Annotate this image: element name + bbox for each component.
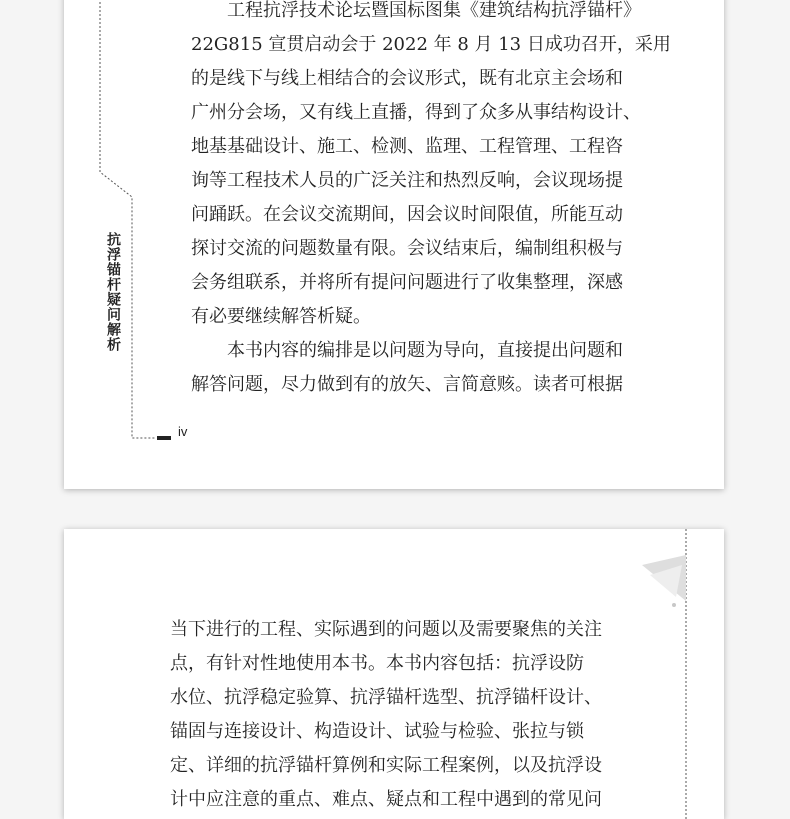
text-line: 广州分会场，又有线上直播，得到了众多从事结构设计、 — [191, 102, 641, 123]
text-line: 计中应注意的重点、难点、疑点和工程中遇到的常见问 — [170, 789, 602, 810]
spine-title: 抗浮锚杆疑问解析 — [105, 232, 121, 352]
text-line: 探讨交流的问题数量有限。会议结束后，编制组积极与 — [191, 238, 623, 259]
body-text — [191, 0, 671, 402]
book-page-lower — [64, 529, 724, 819]
text-line: 22G815 宣贯启动会于 2022 年 8 月 13 日成功召开，采用 — [191, 34, 671, 55]
text-line: 工程抗浮技术论坛暨国标图集《建筑结构抗浮锚杆》 — [227, 0, 641, 21]
text-line: 会务组联系，并将所有提问问题进行了收集整理，深感 — [191, 272, 623, 293]
page-number: iv — [178, 424, 188, 439]
text-line: 本书内容的编排是以问题为导向，直接提出问题和 — [227, 340, 623, 361]
body-text — [170, 613, 610, 817]
book-page-upper — [64, 0, 724, 489]
text-line: 水位、抗浮稳定验算、抗浮锚杆选型、抗浮锚杆设计、 — [170, 687, 602, 708]
text-line: 点，有针对性地使用本书。本书内容包括：抗浮设防 — [170, 653, 584, 674]
text-line: 地基基础设计、施工、检测、监理、工程管理、工程咨 — [191, 136, 623, 157]
text-line: 问踊跃。在会议交流期间，因会议时间限值，所能互动 — [191, 204, 623, 225]
text-line: 定、详细的抗浮锚杆算例和实际工程案例，以及抗浮设 — [170, 755, 602, 776]
text-line: 解答问题，尽力做到有的放矢、言简意赅。读者可根据 — [191, 374, 623, 395]
text-line: 有必要继续解答析疑。 — [191, 306, 371, 327]
text-line: 当下进行的工程、实际遇到的问题以及需要聚焦的关注 — [170, 619, 602, 640]
text-line: 的是线下与线上相结合的会议形式，既有北京主会场和 — [191, 68, 623, 89]
text-line: 询等工程技术人员的广泛关注和热烈反响，会议现场提 — [191, 170, 623, 191]
text-line: 锚固与连接设计、构造设计、试验与检验、张拉与锁 — [170, 721, 584, 742]
